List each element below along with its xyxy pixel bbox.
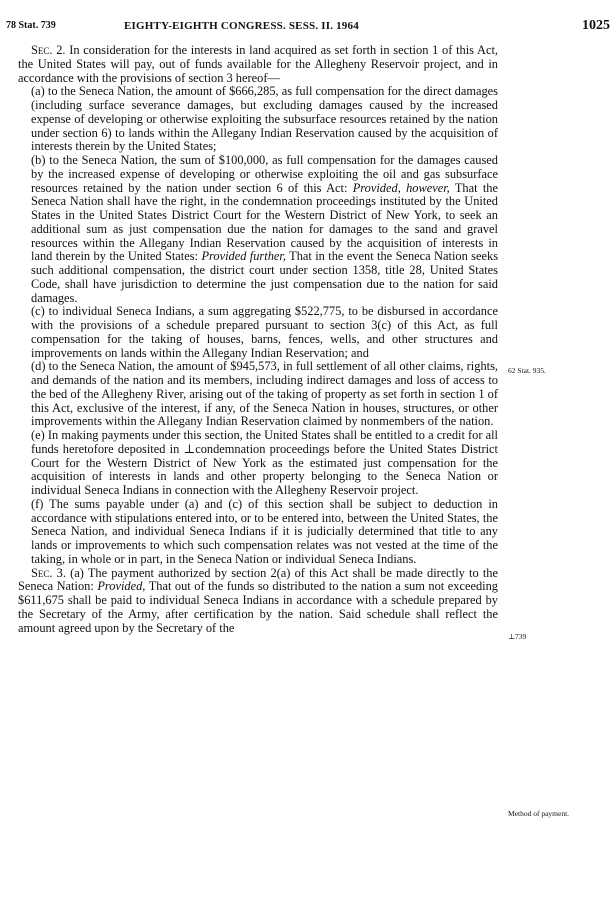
sec2-b: (b) to the Seneca Nation, the sum of $100,000, as full compensation for the damages caused by the increased expense of developing or otherwise exploiting the oil and gas subsurface resources retained by the nation under section 6 of this Act: Provided, however, That the Seneca Nation shall have the right, in the condemnation proceedings instituted by the United States in the United States District Court for the Western District of New York, to seek an additional sum as just compensation due the nation for damages to the sand and gravel resources within the Allegany Indian Reservation caused by the acquisition of interests in land therein by the United States: Provided further, That in the event the Seneca Nation seeks such additional compensation, the district court under section 1358, title 28, United States Code, shall have jurisdiction to determine the just compensation due to the nation for said damages. [31, 153, 499, 305]
sec2-c: (c) to individual Seneca Indians, a sum aggregating $522,775, to be disbursed in accordance with the provisions of a schedule prepared pursuant to section 3(c) of this Act, as full compensation for the taking of houses, barns, fences, wells, and other structures and improvements on lands within the Allegany Indian Reservation; and [31, 304, 498, 360]
sec2-f: (f) The sums payable under (a) and (c) of this section shall be subject to deduction in accordance with stipulations entered into, or to be entered into, between the United States, the Seneca Nation, and individual Seneca Indians if it is judicially determined that title to any lands or improvements to which such compensation relates was not vested at the time of the taking, in whole or in part, in the Seneca Nation or individual Seneca Indians. [31, 496, 498, 566]
sec3-a: Sec. 3. (a) The payment authorized by section 2(a) of this Act shall be made directly to the Seneca Nation: Provided, That out of the funds so distributed to the nation a sum not exceeding $611,675 shall be paid to individual Seneca Indians in accordance with a schedule prepared by the Secretary of the Army, after certification by the nation. Said schedule shall reflect the amount agreed upon by the Secretary of the [18, 565, 498, 635]
provided-further: Provided further, [201, 249, 286, 264]
margin-note-method-of-payment: Method of payment. [508, 809, 570, 818]
provided: Provided, [97, 579, 146, 594]
sec2-d: (d) to the Seneca Nation, the amount of $945,573, in full settlement of all other claims, rights, and demands of the nation and its members, including indirect damages and loss of access to the bed of the Allegheny River, arising out of the taking of property as set forth in section 1 of this Act, exclusive of the interest, if any, of the Seneca Nation in houses, structures, or other improvements within the Allegany Indian Reservation claimed by nonmembers of the nation. [31, 359, 498, 429]
margin-note-page-break: ⊥739 [508, 632, 527, 641]
provided-however: Provided, however, [352, 180, 450, 195]
sec2-a: (a) to the Seneca Nation, the amount of $666,285, as full compensation for the direct damages (including surface severance damages, but excluding damages caused by the increased expense of developing or otherwise exploiting the subsurface resources retained by the nation under section 6) to lands within the Allegany Indian Reservation caused by the acquisition of interests therein by the United States; [31, 84, 498, 154]
page-number: 1025 [582, 18, 610, 33]
page-break-mark: ⊥ [183, 441, 196, 456]
statute-text [18, 44, 498, 635]
sec2-intro: Sec. 2. In consideration for the interests in land acquired as set forth in section 1 of this Act, the United States will pay, out of funds available for the Allegheny Reservoir project, and in accordance with the provisions of section 3 hereof— [18, 43, 499, 85]
stat-reference: 78 Stat. 739 [6, 20, 56, 31]
section-label: Sec. 2. [31, 43, 66, 57]
sec2-e: (e) In making payments under this section, the United States shall be entitled to a credit for all funds heretofore deposited in ⊥condemnation proceedings before the United States District Court for the Western District of New York as the estimated just compensation for the acquisition of interests in lands and other property belonging to the Seneca Nation or individual Seneca Indians in connection with the Allegheny Reservoir project. [31, 428, 498, 497]
margin-note-stat-935: 62 Stat. 935. [508, 366, 546, 375]
page-header [6, 18, 610, 38]
running-head: EIGHTY-EIGHTH CONGRESS. SESS. II. 1964 [124, 20, 359, 32]
section-label: Sec. 3. [31, 565, 66, 580]
